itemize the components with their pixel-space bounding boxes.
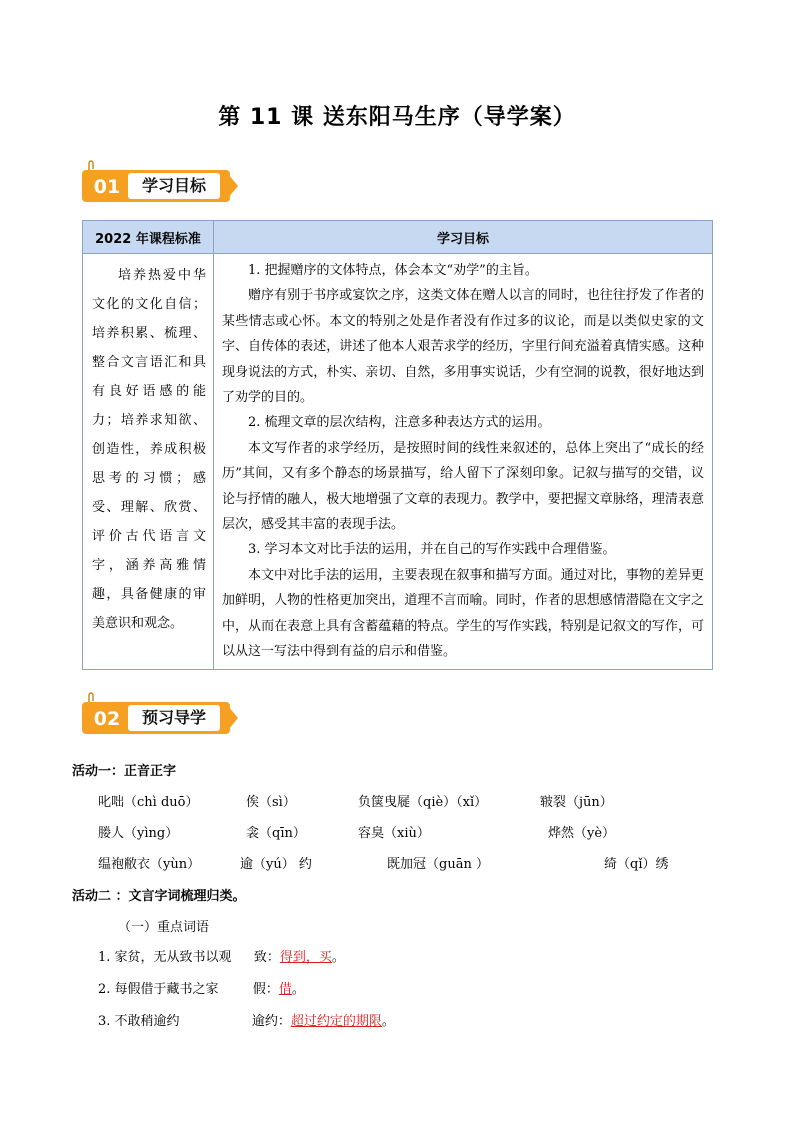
vocab-answer: 借 xyxy=(278,982,292,997)
goal-paragraph: 赠序有别于书序或宴饮之序，这类文体在赠人以言的同时，也往往抒发了作者的某些情志或心怀。本文的特别之处是作者没有作过多的议论，而是以类似史家的文字、自传体的表述，讲述了他本人艰苦求学的经历，字里行间充溢着真情实感。这种现身说法的方式，朴实、亲切、自然，多用事实说话，少有空洞的说教，很好地达到了劝学的目的。 xyxy=(222,288,704,406)
section-number: 02 xyxy=(93,708,121,730)
pinyin-item: 叱咄（chì duō） xyxy=(98,795,199,810)
goal-paragraph: 1. 把握赠序的文体特点，体会本文“劝学”的主旨。 xyxy=(248,263,538,278)
vocab-item xyxy=(98,978,305,997)
pinyin-item: 烨然（yè） xyxy=(548,826,616,841)
pinyin-item: 媵人（yìng） xyxy=(98,826,179,841)
section-label: 学习目标 xyxy=(128,173,220,199)
pinyin-item: 俟（sì） xyxy=(246,795,296,810)
pinyin-item: 绮（qǐ）绣 xyxy=(604,857,669,872)
vocab-word: 逾约： xyxy=(251,1014,291,1029)
vocab-answer: 超过约定的期限 xyxy=(290,1014,382,1029)
table-row xyxy=(83,254,713,670)
activity1-title: 活动一：正音正字 xyxy=(72,764,177,779)
subsection-title: （一）重点词语 xyxy=(118,920,210,935)
section-number: 01 xyxy=(93,176,121,198)
section-header-preview xyxy=(82,692,242,736)
page-title: 第 11 课 送东阳马生序（导学案） xyxy=(218,105,576,130)
pinyin-item: 缊袍敝衣（yùn） xyxy=(98,857,201,872)
goals-cell xyxy=(214,254,713,670)
vocab-item xyxy=(98,946,345,965)
standard-cell xyxy=(83,254,214,670)
goal-paragraph: 2. 梳理文章的层次结构，注意多种表达方式的运用。 xyxy=(248,415,551,431)
pinyin-item: 逾（yú） 约 xyxy=(240,857,312,872)
pinyin-item: 衾（qīn） xyxy=(246,826,306,841)
vocab-end: 。 xyxy=(381,1014,395,1029)
vocab-word: 致： xyxy=(253,950,280,965)
section-arrow xyxy=(228,706,238,730)
vocab-answer: 得到，买 xyxy=(279,950,332,965)
vocab-item xyxy=(98,1010,395,1029)
vocab-question: 2. 每假借于藏书之家 xyxy=(98,982,219,997)
section-header-goals xyxy=(82,160,242,204)
standard-text: 培养热爱中华文化的文化自信；培养积累、梳理、整合文言语汇和具有良好语感的能力；培养求知欲、创造性，养成积极思考的习惯；感受、理解、欣赏、评价古代语言文字，涵养高雅情趣，具备健康的审美意识和观念。 xyxy=(92,268,206,631)
pinyin-item: 负箧曳屣（qiè）（xǐ） xyxy=(358,795,488,810)
section-label: 预习导学 xyxy=(128,705,220,731)
activity2-title: 活动二 ：文言字词梳理归类。 xyxy=(72,889,246,904)
vocab-question: 1. 家贫，无从致书以观 xyxy=(98,950,232,965)
vocab-end: 。 xyxy=(291,982,305,997)
goals-table xyxy=(82,220,713,670)
goal-paragraph: 本文中对比手法的运用，主要表现在叙事和描写方面。通过对比，事物的差异更加鲜明，人物的性格更加突出，道理不言而喻。同时，作者的思想感情潜隐在文字之中，从而在表意上具有含蓄蕴藉的特点。学生的写作实践，特别是记叙文的写作，可以从这一写法中得到有益的启示和借鉴。 xyxy=(222,567,704,660)
pinyin-item: 皲裂（jūn） xyxy=(540,795,613,810)
pinyin-item: 既加冠（guān ） xyxy=(387,857,489,872)
header-goals: 学习目标 xyxy=(214,221,713,254)
goal-paragraph: 3. 学习本文对比手法的运用，并在自己的写作实践中合理借鉴。 xyxy=(248,542,616,558)
goal-paragraph: 本文写作者的求学经历，是按照时间的线性来叙述的，总体上突出了“成长的经历”其间，又有多个静态的场景描写，给人留下了深刻印象。记叙与描写的交错，议论与抒情的融人，极大地增强了文章的表现力。教学中，要把握文章脉络，理清表意层次，感受其丰富的表现手法。 xyxy=(222,440,704,533)
vocab-question: 3. 不敢稍逾约 xyxy=(98,1014,180,1029)
section-arrow xyxy=(228,174,238,198)
table-header-row xyxy=(83,221,713,254)
pinyin-item: 容臭（xiù） xyxy=(358,826,430,841)
vocab-word: 假： xyxy=(252,982,279,997)
vocab-end: 。 xyxy=(331,950,345,965)
header-standard: 2022 年课程标准 xyxy=(83,221,214,254)
